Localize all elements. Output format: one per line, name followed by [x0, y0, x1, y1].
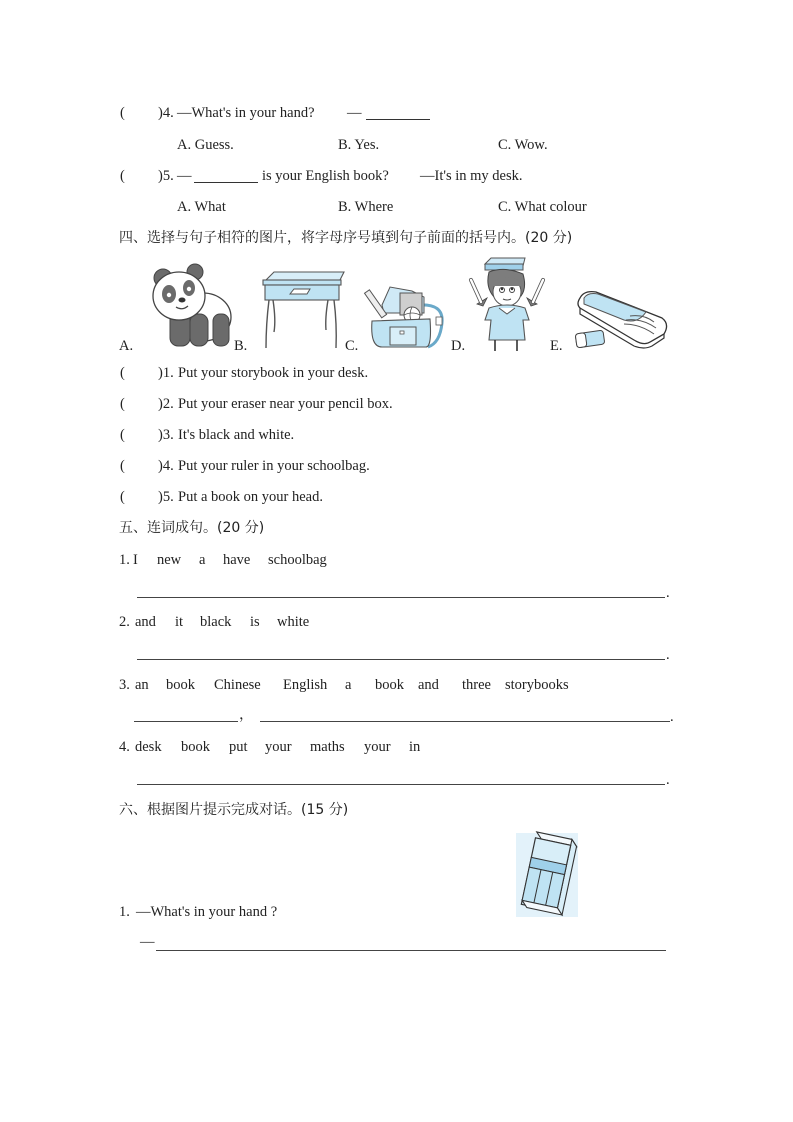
item-number: 3.: [119, 677, 130, 693]
question-text: —What's in your hand?: [177, 105, 315, 121]
option-c: C. Wow.: [498, 137, 548, 153]
dash: —: [347, 105, 362, 121]
answer-paren[interactable]: (: [120, 489, 125, 505]
question-number: )4.: [158, 105, 174, 121]
question-text: is your English book?: [262, 168, 389, 184]
period: .: [666, 585, 670, 601]
item-number: )4.: [158, 458, 174, 474]
word: I: [133, 552, 138, 568]
answer-line[interactable]: [137, 784, 665, 785]
word: an: [135, 677, 149, 693]
panda-icon: [145, 262, 235, 350]
item-text: Put a book on your head.: [178, 489, 323, 505]
schoolbag-icon: [368, 283, 448, 349]
answer-blank[interactable]: [194, 167, 258, 183]
word: white: [277, 614, 310, 630]
answer-dash: —: [140, 934, 155, 950]
word: new: [157, 552, 182, 568]
answer-blank[interactable]: [366, 104, 430, 120]
answer-line-part-1[interactable]: [134, 721, 238, 722]
word: book: [375, 677, 404, 693]
word: storybooks: [505, 677, 569, 693]
word: have: [223, 552, 251, 568]
word: maths: [310, 739, 345, 755]
question-number: )5.: [158, 168, 174, 184]
section-6-title: 六、根据图片提示完成对话。(15 分): [119, 802, 349, 818]
period: .: [666, 772, 670, 788]
word: a: [199, 552, 206, 568]
picture-label-d: D.: [451, 338, 466, 354]
item-text: It's black and white.: [178, 427, 295, 443]
girl-with-book-icon: [465, 258, 551, 352]
item-number: )3.: [158, 427, 174, 443]
answer-line[interactable]: [137, 597, 665, 598]
pencil-box-eraser-icon: [574, 288, 670, 350]
word: desk: [135, 739, 162, 755]
answer-paren[interactable]: (: [120, 168, 125, 184]
picture-label-c: C.: [345, 338, 359, 354]
option-b: B. Where: [338, 199, 394, 215]
word: in: [409, 739, 421, 755]
answer-paren[interactable]: (: [120, 396, 125, 412]
item-number: 2.: [119, 614, 130, 630]
word: and: [135, 614, 156, 630]
option-b: B. Yes.: [338, 137, 380, 153]
word: book: [181, 739, 210, 755]
answer-paren[interactable]: (: [120, 105, 125, 121]
answer-line[interactable]: [137, 659, 665, 660]
word: book: [166, 677, 195, 693]
comma: ，: [239, 707, 254, 723]
word: is: [250, 614, 260, 630]
item-number: )5.: [158, 489, 174, 505]
word: three: [462, 677, 491, 693]
item-text: Put your eraser near your pencil box.: [178, 396, 393, 412]
item-number: 1.: [119, 552, 130, 568]
answer-text: —It's in my desk.: [420, 168, 523, 184]
word: and: [418, 677, 439, 693]
period: .: [670, 709, 674, 725]
word: it: [175, 614, 184, 630]
word: Chinese: [214, 677, 261, 693]
section-5-title: 五、连词成句。(20 分): [119, 520, 265, 536]
picture-label-b: B.: [234, 338, 248, 354]
word: English: [283, 677, 328, 693]
item-number: )2.: [158, 396, 174, 412]
word: your: [265, 739, 292, 755]
item-number: 1.: [119, 904, 130, 920]
word: your: [364, 739, 391, 755]
period: .: [666, 647, 670, 663]
item-text: Put your ruler in your schoolbag.: [178, 458, 370, 474]
picture-label-a: A.: [119, 338, 134, 354]
item-text: Put your storybook in your desk.: [178, 365, 369, 381]
word: black: [200, 614, 232, 630]
eraser-icon: [514, 831, 580, 919]
item-number: )1.: [158, 365, 174, 381]
dash-prefix: —: [177, 168, 192, 184]
section-4-title: 四、选择与句子相符的图片，将字母序号填到句子前面的括号内。(20 分): [119, 230, 573, 246]
answer-paren[interactable]: (: [120, 365, 125, 381]
answer-line-part-2[interactable]: [260, 721, 670, 722]
answer-paren[interactable]: (: [120, 427, 125, 443]
word: put: [229, 739, 248, 755]
option-c: C. What colour: [498, 199, 587, 215]
answer-line[interactable]: [156, 950, 666, 951]
option-a: A. Guess.: [177, 137, 234, 153]
item-number: 4.: [119, 739, 130, 755]
word: a: [345, 677, 352, 693]
desk-icon: [260, 272, 346, 350]
question-text: —What's in your hand ?: [136, 904, 278, 920]
word: schoolbag: [268, 552, 327, 568]
option-a: A. What: [177, 199, 226, 215]
answer-paren[interactable]: (: [120, 458, 125, 474]
picture-label-e: E.: [550, 338, 563, 354]
